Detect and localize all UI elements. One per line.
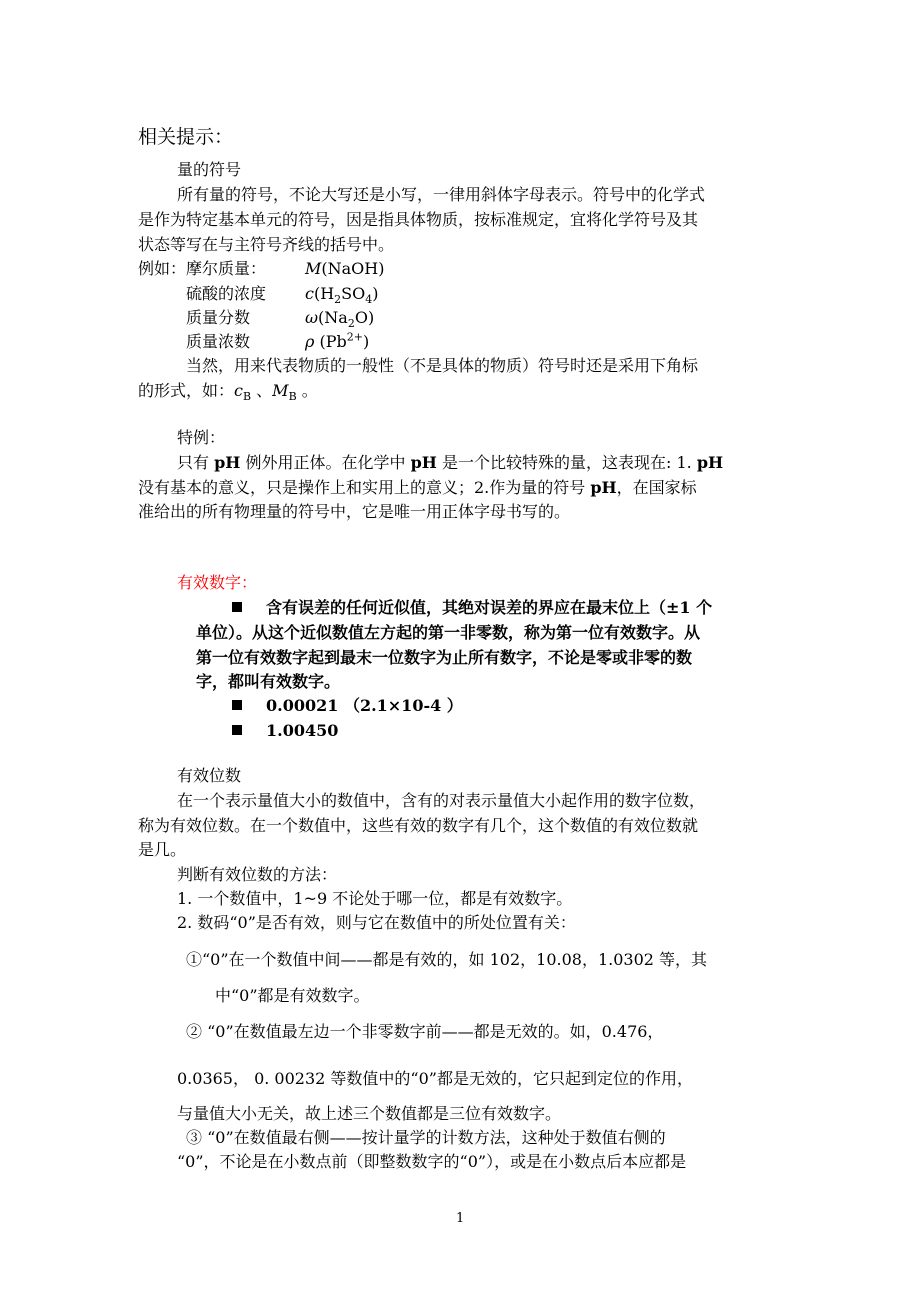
method-title: 判断有效位数的方法： <box>177 865 338 884</box>
example-label: 摩尔质量： <box>186 259 267 278</box>
definition-line: 字，都叫有效数字。 <box>196 672 341 691</box>
para-line: 在一个表示量值大小的数值中，含有的对表示量值大小起作用的数字位数， <box>177 791 706 810</box>
note-line: 的形式，如：$c_B$ 、$M_B$ 。 <box>138 381 318 404</box>
para-line: 是几。 <box>138 840 187 859</box>
definition-line: 含有误差的任何近似值，其绝对误差的界应在最末位上（±1 个 <box>232 598 712 618</box>
para-line: 所有量的符号，不论大写还是小写，一律用斜体字母表示。符号中的化学式 <box>177 185 706 204</box>
example-formula: ρ $(Pb^{2+})$ <box>305 330 370 351</box>
case-line: ③ “0”在数值最右侧——按计量学的计数方法，这种处于数值右侧的 <box>186 1128 666 1147</box>
para-line: 状态等写在与主符号齐线的括号中。 <box>138 235 395 254</box>
note-line: 当然，用来代表物质的一般性（不是具体的物质）符号时还是采用下角标 <box>186 356 699 375</box>
bullet-square-icon <box>232 700 242 710</box>
bullet-square-icon <box>232 602 242 612</box>
example-formula: $c(H_2SO_4)$ <box>305 284 379 307</box>
rule-item: 1. 一个数值中，1~9 不论处于哪一位，都是有效数字。 <box>177 889 573 908</box>
definition-line: 第一位有效数字起到最末一位数字为止所有数字，不论是零或非零的数 <box>196 648 693 667</box>
heading-special-case: 特例： <box>177 430 226 447</box>
heading-significant-figures: 有效数字： <box>177 575 258 592</box>
special-line: 只有 pH 例外用正体。在化学中 pH 是一个比较特殊的量，这表现在: 1. pH <box>177 453 724 472</box>
case-line: 0.0365， 0. 00232 等数值中的“0”都是无效的，它只起到定位的作用， <box>177 1069 693 1088</box>
para-line: 称为有效位数。在一个数值中，这些有效的数字有几个，这个数值的有效位数就 <box>138 816 699 835</box>
para-line: 是作为特定基本单元的符号，因是指具体物质，按标准规定，宜将化学符号及其 <box>138 210 699 229</box>
section-title-related-tips: 相关提示： <box>138 127 234 148</box>
case-line: 中“0”都是有效数字。 <box>215 986 370 1005</box>
rule-item: 2. 数码“0”是否有效，则与它在数值中的所处位置有关： <box>177 913 576 932</box>
heading-significant-digits: 有效位数 <box>177 768 242 785</box>
example-intro: 例如： <box>138 259 187 278</box>
bullet-square-icon <box>232 725 242 735</box>
example-label: 质量分数 <box>186 308 251 327</box>
definition-line: 单位）。从这个近似数值左方起的第一非零数，称为第一位有效数字。从 <box>196 623 701 642</box>
example-formula: $\omega(Na_2O)$ <box>305 308 375 331</box>
example-formula: M(NaOH) <box>305 259 385 278</box>
case-line: ② “0”在数值最左边一个非零数字前——都是无效的。如，0.476， <box>186 1022 664 1041</box>
special-line: 没有基本的意义，只是操作上和实用上的意义；2.作为量的符号 pH，在国家标 <box>138 478 697 497</box>
example-label: 质量浓数 <box>186 332 251 351</box>
case-line: “0”，不论是在小数点前（即整数数字的“0”），或是在小数点后本应都是 <box>177 1152 687 1171</box>
heading-quantity-symbols: 量的符号 <box>177 162 242 179</box>
case-line: 与量值大小无关，故上述三个数值都是三位有效数字。 <box>177 1104 562 1123</box>
case-line: ①“0”在一个数值中间——都是有效的，如 102，10.08，1.0302 等，其 <box>186 950 708 969</box>
example-label: 硫酸的浓度 <box>186 284 267 303</box>
page-number: 1 <box>456 1211 465 1226</box>
example-item: 0.00021 （2.1×10-4 ） <box>232 696 463 716</box>
example-item: 1.00450 <box>232 721 338 741</box>
special-line: 准给出的所有物理量的符号中，它是唯一用正体字母书写的。 <box>138 502 571 521</box>
